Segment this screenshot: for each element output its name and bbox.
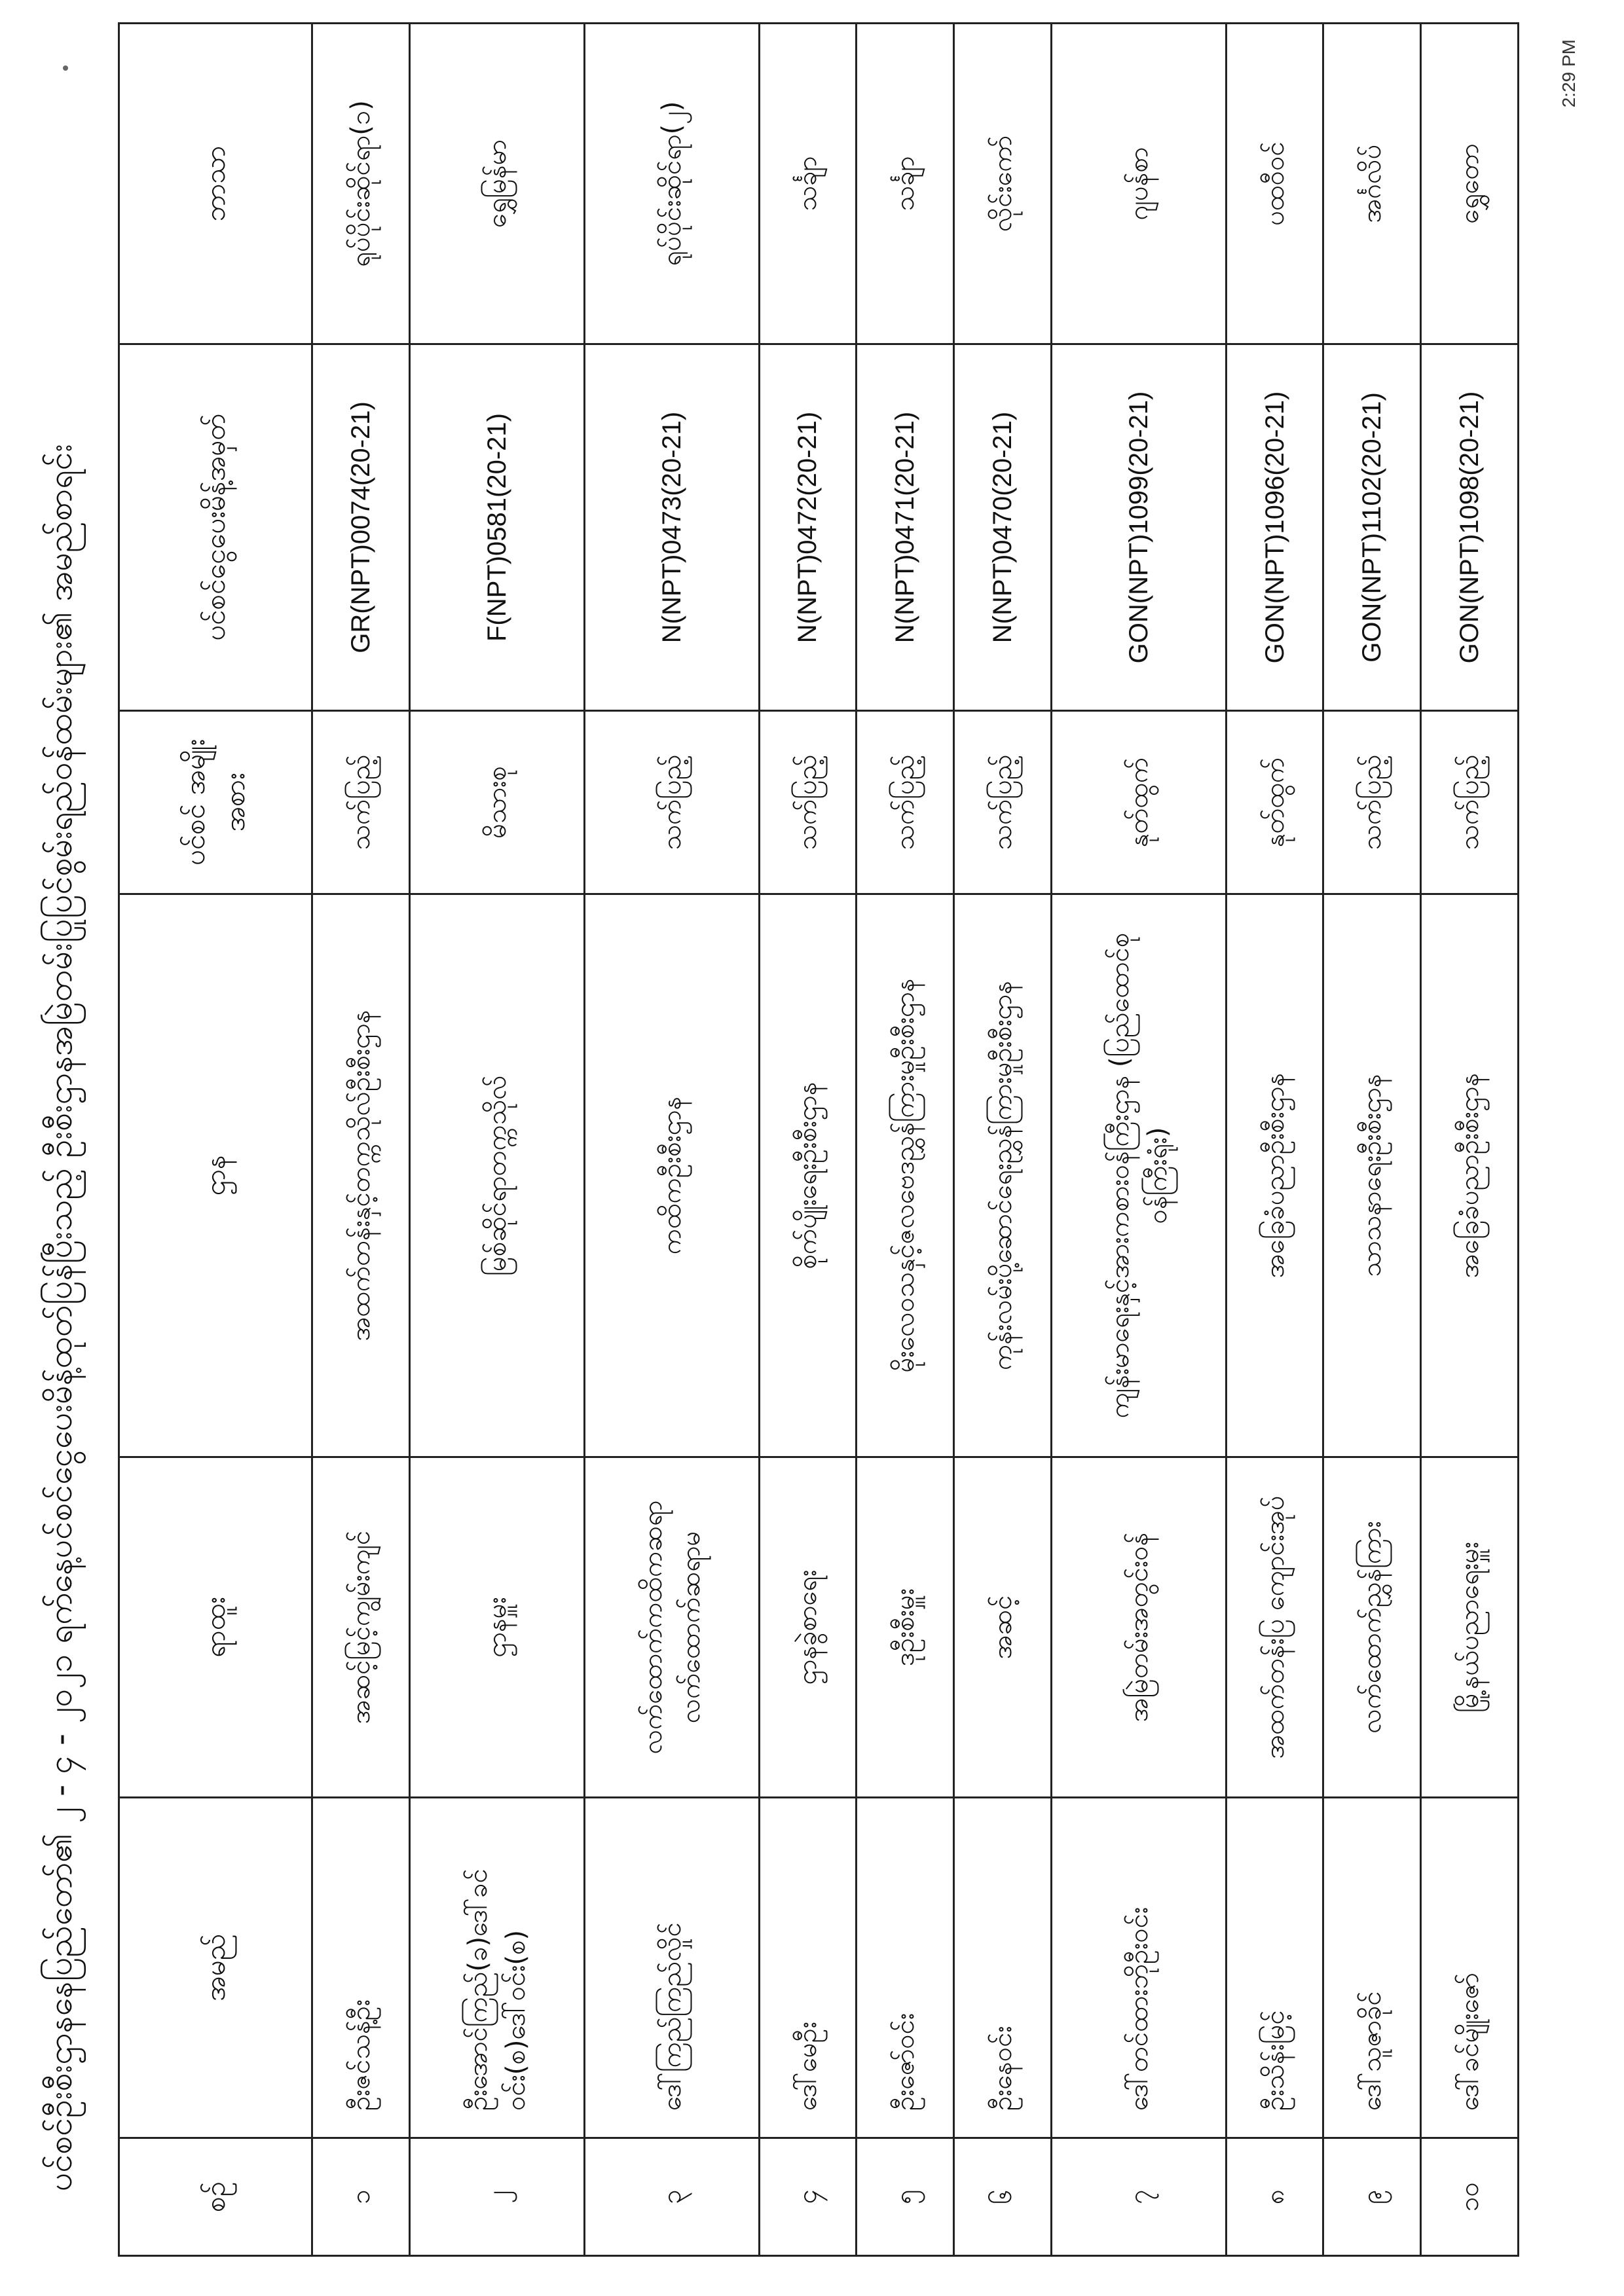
- cell-order-id: GON(NPT)1098(20-21): [1421, 344, 1519, 711]
- cell-subject: သင်္ချာ: [759, 24, 857, 344]
- cell-subject: ရွှေမြန်မာ: [409, 24, 584, 344]
- cell-position: အထက်တန်းပြ ကျောင်းအုပ်: [1226, 1457, 1323, 1798]
- table-row: [857, 24, 954, 2256]
- cell-pension-type: သက်ပြည့်: [1421, 711, 1519, 894]
- cell-order-id: GON(NPT)1102(20-21): [1323, 344, 1421, 711]
- cell-office: မြစ်ဆိုင်ရာတက္ကသိုလ်: [409, 894, 584, 1457]
- header-pension-type: ပင်စင် အမျိုးအစား: [119, 711, 312, 894]
- cell-office: ကုန်းလမ်းပို့ဆောင်ရေးညွှန်ကြားမှုဦးစီးဌာန: [954, 894, 1052, 1457]
- cell-order-id: GON(NPT)1099(20-21): [1051, 344, 1226, 711]
- cell-order-id: F(NPT)0581(20-21): [409, 344, 584, 711]
- cell-office: သာသနာရေးဦးစီးဌာန: [1323, 894, 1421, 1457]
- cell-no: ၈: [1226, 2138, 1323, 2256]
- cell-subject: ဂျပန်စာ: [1051, 24, 1226, 344]
- cell-name: ဒေါ်ခင်မျိုးဇော်: [1421, 1798, 1519, 2138]
- cell-name: ဒေါ်မေဦး: [759, 1798, 857, 2138]
- table-row: [1323, 24, 1421, 2256]
- cell-name: ဒေါ်သူဇာခိုင်: [1323, 1798, 1421, 2138]
- cell-position: မြို့နယ်ပညာရေးမှူး: [1421, 1457, 1519, 1798]
- document-title: ပင်စင်ဦးစီးဌာနနေပြည်တော်၏ ၂ - ၄ - ၂၀၂၁ ရက်နေ့ပင်စင်ငွေပေးမိန့်ထုတ်ပြန်ပြီးသည့် ဦးစီးဌာနအမြဲတမ်းပြုပြင်စွမ်းရည်ဝန်ထမ်းများ၏ အမည်စာရင်း: [41, 443, 79, 2191]
- cell-pension-type: သက်ပြည့်: [857, 711, 954, 894]
- cell-position: ဌာနခွဲစာရေး: [759, 1457, 857, 1798]
- cell-name: ဦးသိန်းမြင့်: [1226, 1798, 1323, 2138]
- header-subject: ဘာသာ: [119, 24, 312, 344]
- cell-office: ကျန်းမာရေးနှင့်အားကစားဝန်ကြီးဌာန (ပြည်ထောင်စုဝန်ကြီးရုံး): [1051, 894, 1226, 1457]
- cell-position: ဒုဦးစီးမှူး: [857, 1457, 954, 1798]
- table-row: [312, 24, 410, 2256]
- table-row: [584, 24, 759, 2256]
- table-row: [1226, 24, 1323, 2256]
- header-name: အမည်: [119, 1798, 312, 2138]
- cell-order-id: GON(NPT)1096(20-21): [1226, 344, 1323, 711]
- cell-no: ၁၀: [1421, 2138, 1519, 2256]
- cell-pension-type: မိသားစု: [409, 711, 584, 894]
- cell-no: ၄: [759, 2138, 857, 2256]
- cell-no: ၂: [409, 2138, 584, 2256]
- cell-subject: ရုပ်ပိုင်းဆိုင်ရာ(၁): [312, 24, 410, 344]
- cell-subject: ပထဝီဝင်: [1226, 24, 1323, 344]
- cell-pension-type: သက်ပြည့်: [584, 711, 759, 894]
- scan-timestamp: 2:29 PM: [1559, 39, 1579, 108]
- cell-subject: လိုင်းကော်: [954, 24, 1052, 344]
- table-row: [1421, 24, 1519, 2256]
- cell-position: ဌာနမှူး: [409, 1457, 584, 1798]
- cell-office: မိုးလေဝသနှင့်ဇလဗေဒညွှန်ကြားမှုဦးစီးဌာန: [857, 894, 954, 1457]
- cell-order-id: N(NPT)0473(20-21): [584, 344, 759, 711]
- cell-position: လက်ထောက်ကထိကဆရာ လက်ထောက်ဆရာမ: [584, 1457, 759, 1798]
- cell-subject: အင်္ဂလိပ်: [1323, 24, 1421, 344]
- cell-pension-type: နုတ်ထွက်: [1051, 711, 1226, 894]
- cell-name: ဒေါ်ကြည်ကြည်လှိုင်: [584, 1798, 759, 2138]
- cell-pension-type: သက်ပြည့်: [759, 711, 857, 894]
- cell-name: ဒေါ်တင်ထားဘိုဦးဝင်း: [1051, 1798, 1226, 2138]
- cell-office: စိုက်ပျိုးရေးဦးစီးဌာန: [759, 894, 857, 1457]
- header-position: ရာထူး: [119, 1457, 312, 1798]
- cell-position: အဆင့်: [954, 1457, 1052, 1798]
- cell-no: ၇: [1051, 2138, 1226, 2256]
- cell-subject: ရုပ်ပိုင်းဆိုင်ရာ(၂): [584, 24, 759, 344]
- cell-order-id: N(NPT)0471(20-21): [857, 344, 954, 711]
- cell-office: အထက်တန်းနှင့်တက္ကသိုလ်ဦးစီးဌာန: [312, 894, 410, 1457]
- table-header-row: [119, 24, 312, 2256]
- cell-position: အမြဲတမ်းအတွင်းဝန်: [1051, 1457, 1226, 1798]
- cell-office: အခြေခံပညာဦးစီးဌာန: [1226, 894, 1323, 1457]
- cell-name: ဦးနေဝင်း: [954, 1798, 1052, 2138]
- cell-subject: ရွှေတော: [1421, 24, 1519, 344]
- header-order-id: ပင်စင်ငွေပေးမိန့်အမှတ်: [119, 344, 312, 711]
- cell-order-id: N(NPT)0470(20-21): [954, 344, 1052, 711]
- cell-position: လက်ထောက်ညွှန်ကြား: [1323, 1457, 1421, 1798]
- table-row: [954, 24, 1052, 2256]
- cell-no: ၃: [584, 2138, 759, 2256]
- cell-order-id: N(NPT)0472(20-21): [759, 344, 857, 711]
- header-no: စဉ်: [119, 2138, 312, 2256]
- cell-office: အခြေခံပညာဦးစီးဌာန: [1421, 894, 1519, 1457]
- cell-no: ၆: [954, 2138, 1052, 2256]
- table-row: [1051, 24, 1226, 2256]
- cell-office: ကထိကဦးစီးဌာန: [584, 894, 759, 1457]
- pension-table: [118, 22, 1519, 2257]
- cell-position: အဆင့်မြင့်ကျွမ်းကျင်: [312, 1457, 410, 1798]
- header-office: ဌာန: [119, 894, 312, 1457]
- table-row: [759, 24, 857, 2256]
- cell-pension-type: သက်ပြည့်: [1323, 711, 1421, 894]
- cell-pension-type: သက်ပြည့်: [954, 711, 1052, 894]
- cell-subject: သင်္ချာ: [857, 24, 954, 344]
- cell-pension-type: နုတ်ထွက်: [1226, 711, 1323, 894]
- cell-name: ဦးဇော်ဝင်း: [857, 1798, 954, 2138]
- cell-no: ၅: [857, 2138, 954, 2256]
- cell-no: ၉: [1323, 2138, 1421, 2256]
- cell-pension-type: သက်ပြည့်: [312, 711, 410, 894]
- cell-no: ၁: [312, 2138, 410, 2256]
- table-row: [409, 24, 584, 2256]
- cell-order-id: GR(NPT)0074(20-21): [312, 344, 410, 711]
- cell-name: ဦးဇင်သန့်ဦး: [312, 1798, 410, 2138]
- pension-table-wrapper: [118, 24, 1519, 2257]
- cell-name: ဦးအောင်ကြည်(ခ)ဒေါ်ခင်ဝင်း(စ)ဒေါ်ဝင်း(စ): [409, 1798, 584, 2138]
